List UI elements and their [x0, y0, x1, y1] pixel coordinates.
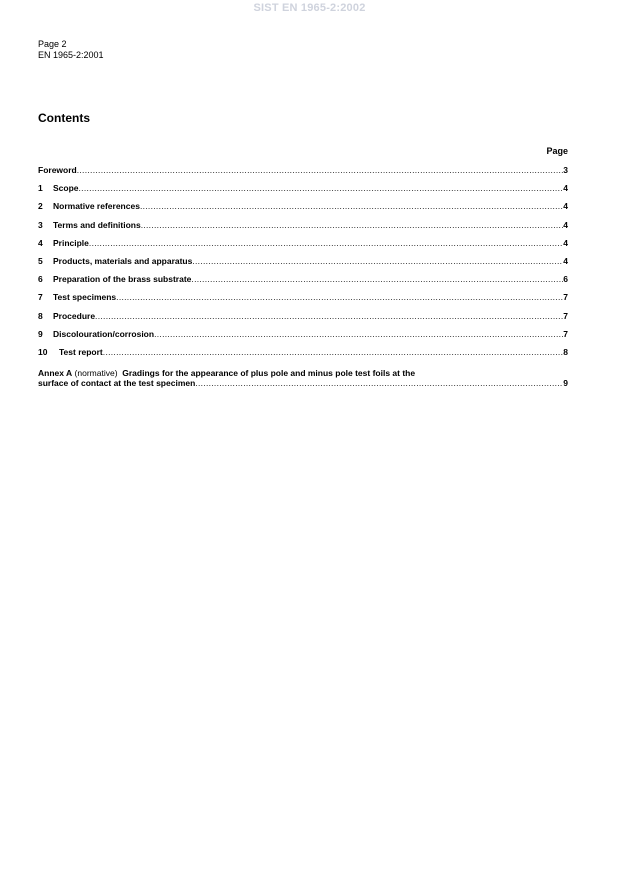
toc-entry-foreword[interactable] — [38, 165, 568, 183]
toc-entry-number: 1 — [38, 183, 43, 194]
toc-entry-number: 5 — [38, 255, 43, 266]
toc-entry-page: 4 — [563, 237, 568, 248]
toc-entry-title: Scope — [53, 183, 79, 194]
watermark: SIST EN 1965-2:2002 — [253, 2, 366, 14]
toc-entry-title: Test specimens — [53, 292, 117, 303]
toc-entry-principle[interactable] — [38, 238, 568, 256]
annex-label: Annex A — [38, 368, 73, 379]
dot-leader — [192, 256, 563, 266]
dot-leader — [140, 201, 563, 211]
toc-entry-page: 7 — [563, 328, 568, 339]
toc-entry-title: Test report — [59, 346, 103, 357]
dot-leader — [116, 292, 563, 302]
toc-entry-page: 7 — [563, 292, 568, 303]
toc-entry-products-materials-apparatus[interactable] — [38, 256, 568, 274]
toc-entry-preparation-brass-substrate[interactable] — [38, 274, 568, 292]
toc-entry-page: 4 — [563, 255, 568, 266]
page-column-label: Page — [546, 146, 568, 156]
contents-heading: Contents — [38, 111, 90, 125]
toc-entry-page: 7 — [563, 310, 568, 321]
dot-leader — [95, 311, 563, 321]
annex-heading-line — [38, 368, 568, 378]
toc-entry-normative-references[interactable] — [38, 201, 568, 219]
dot-leader — [77, 165, 564, 175]
dot-leader — [89, 238, 563, 248]
standard-reference: EN 1965-2:2001 — [38, 50, 104, 60]
toc-entry-page: 3 — [563, 165, 568, 175]
annex-title-continuation — [38, 378, 568, 388]
dot-leader — [191, 274, 563, 284]
toc-entry-terms-and-definitions[interactable] — [38, 220, 568, 238]
toc-entry-page: 4 — [563, 201, 568, 212]
table-of-contents — [38, 165, 568, 388]
dot-leader — [195, 378, 563, 388]
dot-leader — [154, 329, 563, 339]
toc-entry-page: 4 — [563, 183, 568, 194]
toc-entry-page: 9 — [563, 378, 568, 389]
page-header — [38, 39, 104, 61]
toc-entry-number: 7 — [38, 292, 43, 303]
toc-entry-title: Normative references — [53, 201, 140, 212]
toc-entry-procedure[interactable] — [38, 311, 568, 329]
annex-title-line2: surface of contact at the test specimen — [38, 378, 196, 389]
toc-entry-number: 8 — [38, 310, 43, 321]
toc-entry-page: 4 — [563, 219, 568, 230]
toc-entry-discolouration-corrosion[interactable] — [38, 329, 568, 347]
toc-entry-page: 6 — [563, 274, 568, 285]
toc-entry-test-report[interactable] — [38, 347, 568, 365]
toc-entry-number: 6 — [38, 274, 43, 285]
toc-entry-test-specimens[interactable] — [38, 292, 568, 310]
annex-qualifier: (normative) — [74, 368, 118, 379]
page-number: Page 2 — [38, 39, 67, 49]
dot-leader — [103, 347, 563, 357]
toc-entry-title: Terms and definitions — [53, 219, 141, 230]
dot-leader — [79, 183, 564, 193]
toc-entry-title: Products, materials and apparatus — [53, 255, 193, 266]
toc-entry-scope[interactable] — [38, 183, 568, 201]
toc-entry-number: 4 — [38, 237, 43, 248]
toc-entry-title: Procedure — [53, 310, 96, 321]
toc-entry-number: 3 — [38, 219, 43, 230]
toc-entry-title: Principle — [53, 237, 89, 248]
toc-entry-annex-a[interactable] — [38, 365, 568, 388]
toc-entry-title: Foreword — [38, 165, 77, 175]
toc-entry-number: 10 — [38, 346, 48, 357]
toc-entry-page: 8 — [563, 346, 568, 357]
toc-entry-number: 9 — [38, 328, 43, 339]
toc-entry-number: 2 — [38, 201, 43, 212]
annex-title-line1: Gradings for the appearance of plus pole and minus pole test foils at the — [122, 368, 416, 379]
toc-entry-title: Preparation of the brass substrate — [53, 274, 192, 285]
toc-entry-title: Discolouration/corrosion — [53, 328, 155, 339]
dot-leader — [141, 220, 564, 230]
